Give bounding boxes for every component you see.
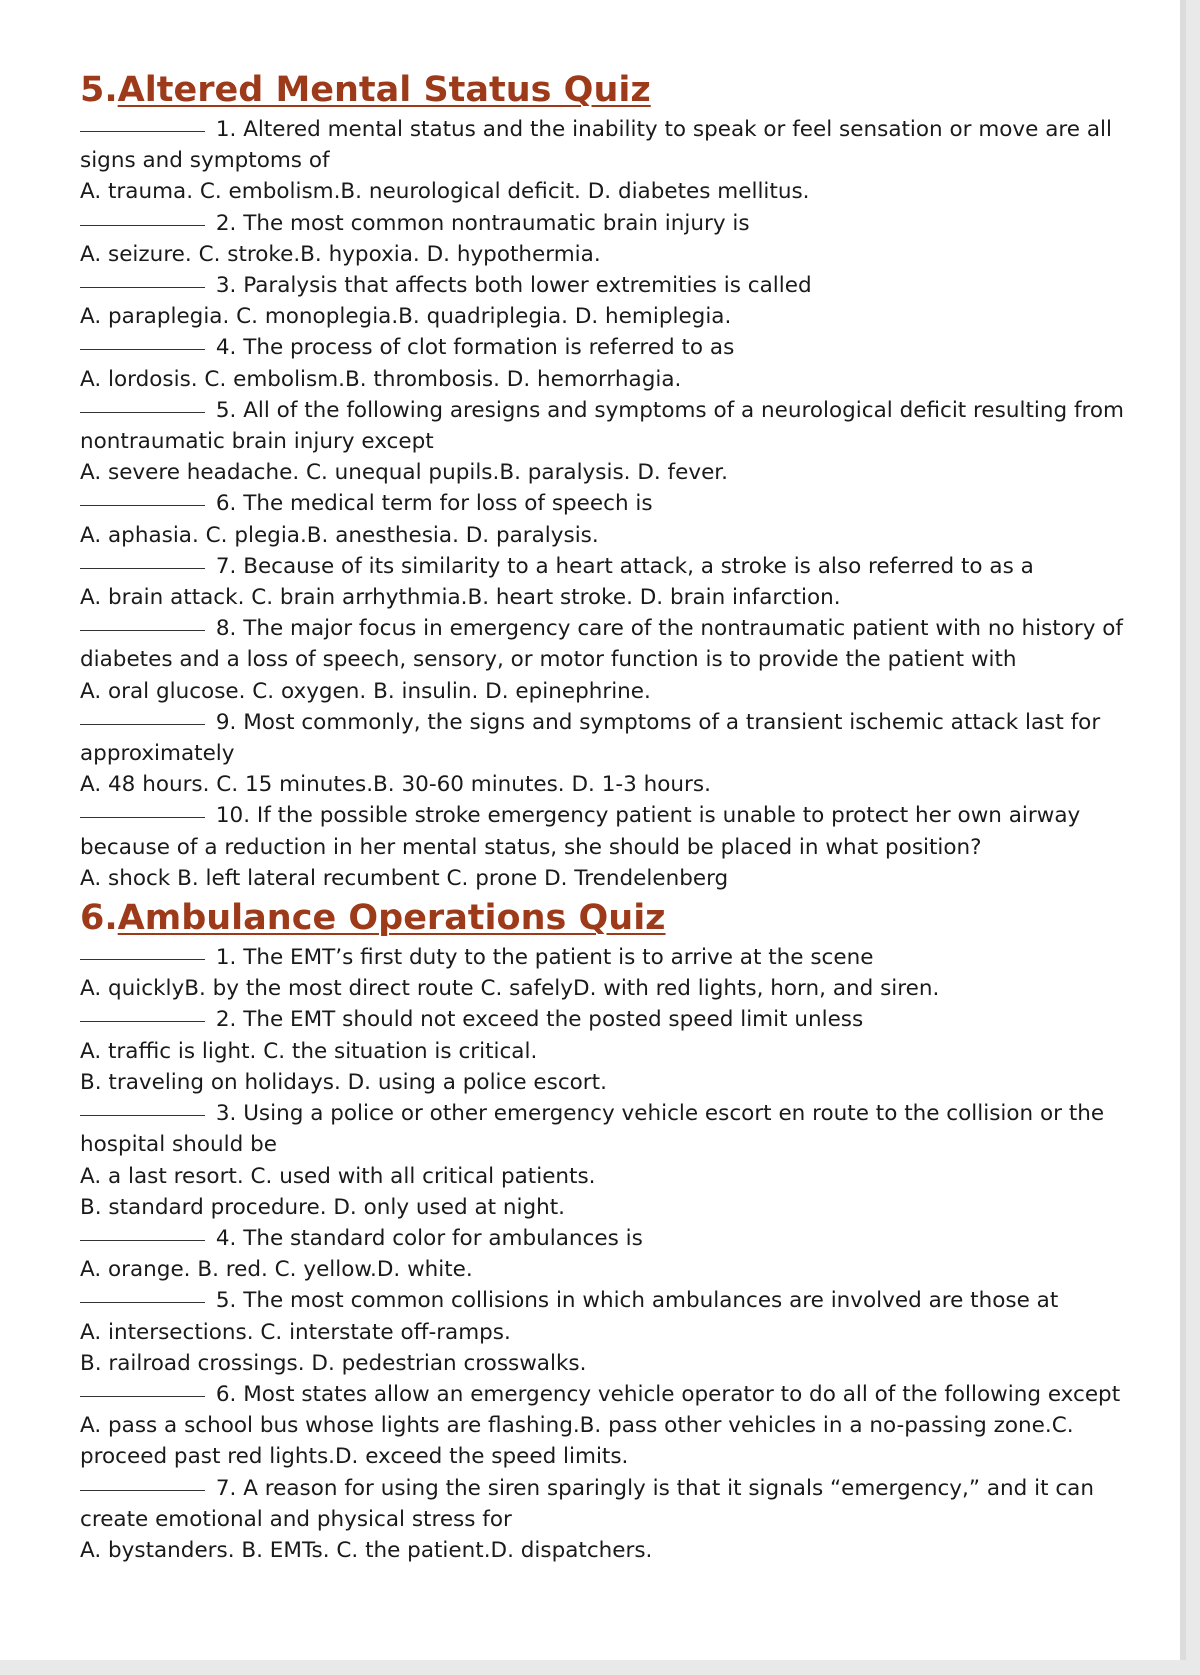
question-text: 6. Most states allow an emergency vehicle operator to do all of the following except (215, 1381, 1121, 1407)
question-text: 2. The EMT should not exceed the posted speed limit unless (215, 1007, 864, 1033)
question (80, 1004, 1160, 1035)
question (80, 1285, 1160, 1316)
answer-options: A. quicklyB. by the most direct route C. safelyD. with red lights, horn, and siren. (80, 976, 940, 1002)
question (80, 332, 1160, 363)
answer-options: A. severe headache. C. unequal pupils.B. paralysis. D. fever. (80, 460, 728, 486)
question-text: 7. Because of its similarity to a heart attack, a stroke is also referred to as a (215, 553, 1034, 579)
question-text: 5. All of the following aresigns and symptoms of a neurological deficit resulting from nontraumatic brain injury except (80, 397, 1124, 455)
question (80, 800, 1160, 862)
section-title-text: Ambulance Operations Quiz (117, 898, 666, 939)
answer-options: A. brain attack. C. brain arrhythmia.B. heart stroke. D. brain infarction. (80, 585, 841, 611)
answer-blank[interactable] (80, 1490, 205, 1491)
question-text: 4. The standard color for ambulances is (215, 1225, 643, 1251)
answer-options: B. railroad crossings. D. pedestrian crosswalks. (80, 1350, 587, 1376)
question (80, 114, 1160, 176)
question (80, 1379, 1160, 1410)
section-title (80, 894, 1160, 942)
answer-blank[interactable] (80, 131, 205, 132)
answer-options: A. paraplegia. C. monoplegia.B. quadriplegia. D. hemiplegia. (80, 304, 732, 330)
question-text: 3. Using a police or other emergency vehicle escort en route to the collision or the hospital should be (80, 1101, 1105, 1158)
question (80, 1223, 1160, 1254)
question (80, 488, 1160, 519)
answer-options: B. standard procedure. D. only used at night. (80, 1194, 566, 1220)
answer-options: A. a last resort. C. used with all critical patients. (80, 1163, 596, 1189)
question (80, 395, 1160, 457)
answer-options: A. oral glucose. C. oxygen. B. insulin. D. epinephrine. (80, 678, 651, 704)
answer-options: A. pass a school bus whose lights are flashing.B. pass other vehicles in a no-passing zone.C. proceed past red lights.D. exceed the speed limits. (80, 1413, 1074, 1470)
answer-options: A. bystanders. B. EMTs. C. the patient.D. dispatchers. (80, 1537, 653, 1563)
question (80, 707, 1160, 769)
answer-blank[interactable] (80, 1302, 205, 1303)
answer-blank[interactable] (80, 349, 205, 350)
answer-blank[interactable] (80, 1396, 205, 1397)
answer-blank[interactable] (80, 1240, 205, 1241)
question (80, 1098, 1160, 1160)
answer-options: A. shock B. left lateral recumbent C. prone D. Trendelenberg (80, 865, 729, 891)
answer-options: A. trauma. C. embolism.B. neurological deficit. D. diabetes mellitus. (80, 179, 810, 205)
answer-options: A. 48 hours. C. 15 minutes.B. 30-60 minutes. D. 1-3 hours. (80, 772, 711, 798)
question (80, 1473, 1160, 1535)
section-title (80, 66, 1160, 114)
answer-blank[interactable] (80, 225, 205, 226)
answer-options: B. traveling on holidays. D. using a police escort. (80, 1069, 607, 1095)
answer-options: A. lordosis. C. embolism.B. thrombosis. D. hemorrhagia. (80, 366, 682, 392)
question-text: 2. The most common nontraumatic brain injury is (215, 210, 750, 236)
question-text: 3. Paralysis that affects both lower extremities is called (215, 273, 812, 299)
answer-blank[interactable] (80, 959, 205, 960)
question (80, 208, 1160, 239)
question-text: 1. Altered mental status and the inability to speak or feel sensation or move are all signs and symptoms of (80, 117, 1112, 174)
question (80, 551, 1160, 582)
section-number: 6. (80, 898, 118, 939)
answer-blank[interactable] (80, 724, 205, 725)
answer-options: A. orange. B. red. C. yellow.D. white. (80, 1257, 473, 1283)
question-text: 10. If the possible stroke emergency patient is unable to protect her own airway because of a reduction in her mental status, she should be placed in what position? (80, 803, 1081, 860)
answer-blank[interactable] (80, 817, 205, 818)
question-text: 4. The process of clot formation is referred to as (215, 335, 735, 361)
question (80, 613, 1160, 675)
answer-blank[interactable] (80, 287, 205, 288)
question-text: 9. Most commonly, the signs and symptoms of a transient ischemic attack last for approximately (80, 709, 1101, 767)
question-text: 8. The major focus in emergency care of the nontraumatic patient with no history of diabetes and a loss of speech, sensory, or motor function is to provide the patient with (80, 616, 1123, 673)
question-text: 7. A reason for using the siren sparingly is that it signals “emergency,” and it can create emotional and physical stress for (80, 1475, 1094, 1532)
answer-blank[interactable] (80, 505, 205, 506)
answer-blank[interactable] (80, 1115, 205, 1116)
section-title-text: Altered Mental Status Quiz (117, 70, 651, 110)
quiz-content (80, 66, 1160, 1566)
question-text: 5. The most common collisions in which ambulances are involved are those at (215, 1288, 1059, 1314)
question-text: 1. The EMT’s first duty to the patient is to arrive at the scene (215, 945, 874, 971)
answer-blank[interactable] (80, 630, 205, 631)
answer-options: A. intersections. C. interstate off-ramps. (80, 1319, 511, 1345)
answer-blank[interactable] (80, 412, 205, 413)
question (80, 942, 1160, 973)
answer-options: A. seizure. C. stroke.B. hypoxia. D. hypothermia. (80, 241, 601, 267)
answer-blank[interactable] (80, 1021, 205, 1022)
question-text: 6. The medical term for loss of speech is (215, 491, 653, 517)
answer-options: A. aphasia. C. plegia.B. anesthesia. D. paralysis. (80, 522, 599, 548)
answer-blank[interactable] (80, 568, 205, 569)
question (80, 270, 1160, 301)
section-number: 5. (80, 70, 118, 110)
answer-options: A. traffic is light. C. the situation is critical. (80, 1038, 538, 1064)
